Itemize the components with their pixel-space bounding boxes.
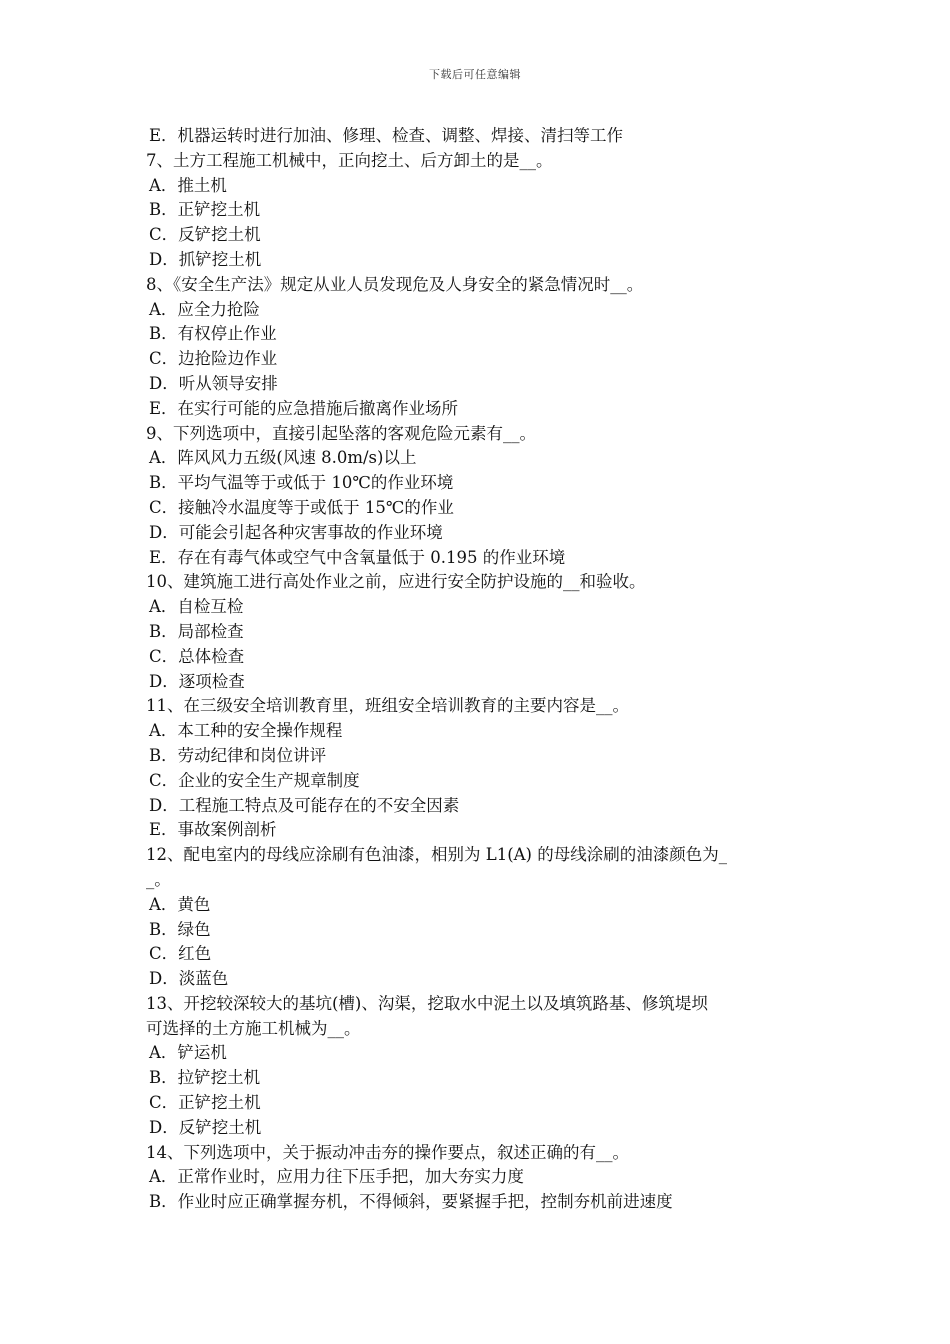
- option-line: D．工程施工特点及可能存在的不安全因素: [149, 795, 460, 815]
- option-line: E．存在有毒气体或空气中含氧量低于 0.195 的作业环境: [149, 547, 566, 567]
- option-line: C．反铲挖土机: [149, 225, 261, 245]
- option-line: C．企业的安全生产规章制度: [149, 770, 360, 790]
- option-line: B．绿色: [149, 919, 211, 939]
- option-line: B．有权停止作业: [149, 324, 277, 344]
- option-line: A．正常作业时，应用力往下压手把，加大夯实力度: [149, 1167, 524, 1187]
- option-line: D．逐项检查: [149, 671, 245, 691]
- option-line: A．黄色: [149, 894, 211, 914]
- question-line: 10、建筑施工进行高处作业之前，应进行安全防护设施的__和验收。: [146, 572, 646, 592]
- question-line: 14、下列选项中，关于振动冲击夯的操作要点，叙述正确的有__。: [146, 1142, 629, 1162]
- option-line: A．应全力抢险: [149, 299, 260, 319]
- document-body: [146, 124, 814, 1215]
- question-line: 11、在三级安全培训教育里，班组安全培训教育的主要内容是__。: [146, 696, 629, 716]
- question-line: 13、开挖较深较大的基坑(槽)、沟渠，挖取水中泥土以及填筑路基、修筑堤坝: [146, 993, 708, 1013]
- option-line: C．总体检查: [149, 646, 245, 666]
- option-line: D．可能会引起各种灾害事故的作业环境: [149, 522, 443, 542]
- question-line: 可选择的土方施工机械为__。: [146, 1018, 361, 1038]
- question-line: 9、下列选项中，直接引起坠落的客观危险元素有__。: [146, 423, 536, 443]
- option-line: E．在实行可能的应急措施后撤离作业场所: [149, 398, 459, 418]
- option-line: C．接触冷水温度等于或低于 15℃的作业: [149, 497, 454, 517]
- option-line: A．阵风风力五级(风速 8.0m/s)以上: [149, 448, 417, 468]
- option-line: D．淡蓝色: [149, 969, 229, 989]
- question-line: 12、配电室内的母线应涂刷有色油漆，相别为 L1(A) 的母线涂刷的油漆颜色为_: [146, 845, 727, 865]
- question-line: _。: [146, 869, 171, 889]
- option-line: E．机器运转时进行加油、修理、检查、调整、焊接、清扫等工作: [149, 126, 624, 145]
- option-line: D．反铲挖土机: [149, 1117, 262, 1137]
- question-line: 8、《安全生产法》规定从业人员发现危及人身安全的紧急情况时__。: [146, 274, 644, 294]
- option-line: C．正铲挖土机: [149, 1093, 261, 1113]
- option-line: C．边抢险边作业: [149, 349, 278, 369]
- option-line: B．平均气温等于或低于 10℃的作业环境: [149, 473, 454, 493]
- option-line: E．事故案例剖析: [149, 820, 277, 840]
- page-header: 下载后可任意编辑: [429, 68, 521, 81]
- option-line: A．自检互检: [149, 597, 244, 617]
- question-line: 7、土方工程施工机械中，正向挖土、后方卸土的是__。: [146, 150, 553, 170]
- option-line: A．本工种的安全操作规程: [149, 721, 343, 741]
- option-line: D．听从领导安排: [149, 373, 278, 393]
- option-line: D．抓铲挖土机: [149, 249, 262, 269]
- option-line: B．拉铲挖土机: [149, 1068, 261, 1088]
- option-line: C．红色: [149, 944, 212, 964]
- option-line: B．作业时应正确掌握夯机，不得倾斜，要紧握手把，控制夯机前进速度: [149, 1192, 673, 1212]
- option-line: B．局部检查: [149, 621, 244, 641]
- option-line: B．劳动纪律和岗位讲评: [149, 745, 327, 765]
- option-line: B．正铲挖土机: [149, 200, 261, 220]
- option-line: A．铲运机: [149, 1043, 227, 1063]
- option-line: A．推土机: [149, 175, 227, 195]
